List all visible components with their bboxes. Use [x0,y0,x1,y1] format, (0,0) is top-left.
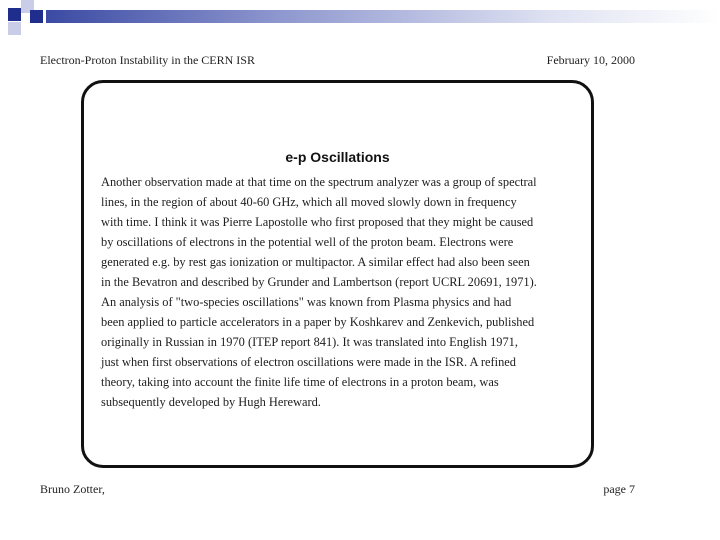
paragraph-line: just when first observations of electron oscillations were made in the ISR. A refined [101,355,516,369]
panel-title: e-p Oscillations [285,149,390,165]
footer-author: Bruno Zotter, [40,482,105,496]
paragraph-line: originally in Russian in 1970 (ITEP report 841). It was translated into English 1971, [101,335,518,349]
paragraph-line: lines, in the region of about 40-60 GHz, which all moved slowly down in frequency [101,195,517,209]
header-date: February 10, 2000 [546,53,635,67]
top-decorative-band [0,0,720,46]
decorative-square [8,8,21,21]
paragraph-line: generated e.g. by rest gas ionization or multipactor. A similar effect had also been seen [101,255,530,269]
header-title: Electron-Proton Instability in the CERN ISR [40,53,255,67]
paragraph-line: subsequently developed by Hugh Hereward. [101,395,321,409]
paragraph-line: with time. I think it was Pierre Lapostolle who first proposed that they might be caused [101,215,534,229]
footer-page-number: page 7 [603,482,635,496]
paragraph-line: in the Bevatron and described by Grunder and Lambertson (report UCRL 20691, 1971). [101,275,537,289]
paragraph-line: theory, taking into account the finite life time of electrons in a proton beam, was [101,375,499,389]
decorative-square [30,10,43,23]
paragraph-1 [101,172,579,292]
decorative-gradient-bar [46,10,720,23]
paragraph-line: been applied to particle accelerators in a paper by Koshkarev and Zenkevich, published [101,315,535,329]
decorative-square [8,22,21,35]
paragraph-2 [101,292,579,412]
paragraph-line: An analysis of "two-species oscillations" was known from Plasma physics and had [101,295,512,309]
paragraph-line: Another observation made at that time on the spectrum analyzer was a group of spectral [101,175,537,189]
paragraph-line: by oscillations of electrons in the potential well of the proton beam. Electrons were [101,235,514,249]
